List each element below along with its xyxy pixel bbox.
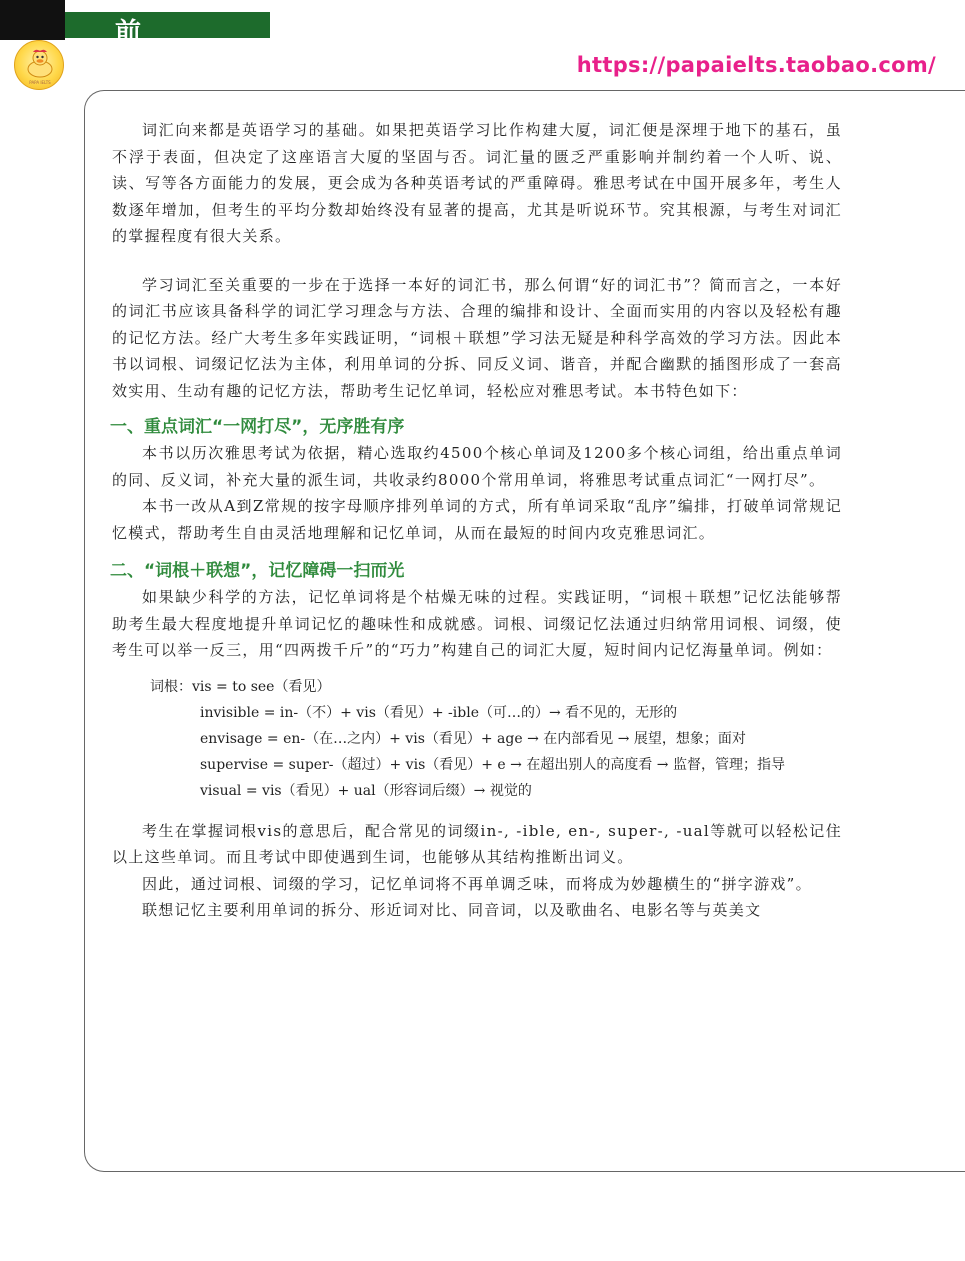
section-paragraph: 本书一改从A到Z常规的按字母顺序排列单词的方式，所有单词采取“乱序”编排，打破单词常规记忆模式，帮助考生自由灵活地理解和记忆单词，从而在最短的时间内攻克雅思词汇。	[112, 497, 842, 542]
example-word: visual = vis（看见）+ ual（形容词后缀）→ 视觉的	[200, 782, 532, 799]
section-heading: 一、重点词汇“一网打尽”，无序胜有序	[110, 417, 405, 437]
example-word: supervise = super-（超过）+ vis（看见）+ e → 在超出别人的高度看 → 监督，管理；指导	[200, 756, 785, 773]
section-paragraph: 如果缺少科学的方法，记忆单词将是个枯燥无味的过程。实践证明，“词根＋联想”记忆法能够帮助考生最大程度地提升单词记忆的趣味性和成就感。词根、词缀记忆法通过归纳常用词根、词缀，使考生可以举一反三，用“四两拨千斤”的“巧力”构建自己的词汇大厦，短时间内记忆海量单词。例如：	[112, 588, 842, 659]
duck-icon	[23, 47, 57, 79]
body-content	[112, 117, 842, 924]
section-paragraph: 考生在掌握词根vis的意思后，配合常见的词缀in-, -ible, en-, super-, -ual等就可以轻松记住以上这些单词。而且考试中即使遇到生词，也能够从其结构推断出词义。	[112, 821, 842, 866]
intro-paragraph: 词汇向来都是英语学习的基础。如果把英语学习比作构建大厦，词汇便是深埋于地下的基石，虽不浮于表面，但决定了这座语言大厦的坚固与否。词汇量的匮乏严重影响并制约着一个人听、说、读、写等各方面能力的发展，更会成为各种英语考试的严重障碍。雅思考试在中国开展多年，考生人数逐年增加，但考生的平均分数却始终没有显著的提高，尤其是听说环节。究其根源，与考生对词汇的掌握程度有很大关系。	[112, 121, 842, 245]
section-paragraph: 因此，通过词根、词缀的学习，记忆单词将不再单调乏味，而将成为妙趣横生的“拼字游戏”。	[142, 874, 812, 893]
section-paragraph: 联想记忆主要利用单词的拆分、形近词对比、同音词，以及歌曲名、电影名等与英美文	[142, 901, 762, 919]
example-block	[112, 674, 842, 804]
header-black-bar	[0, 0, 65, 40]
header-title-bar	[65, 12, 270, 78]
section-heading: 二、“词根＋联想”，记忆障碍一扫而光	[110, 561, 405, 581]
page-title: 前 言	[115, 18, 182, 78]
shop-url-link[interactable]: https://papaielts.taobao.com/	[576, 53, 936, 77]
example-word: invisible = in-（不）+ vis（看见）+ -ible（可…的）→ 看不见的，无形的	[200, 704, 678, 721]
example-root: 词根：vis = to see（看见）	[150, 678, 331, 695]
logo-text: PAPA IELTS	[29, 80, 51, 85]
section-paragraph: 本书以历次雅思考试为依据，精心选取约4500个核心单词及1200多个核心词组，给出重点单词的同、反义词，补充大量的派生词，共收录约8000个常用单词，将雅思考试重点词汇“一网打尽”。	[112, 444, 842, 489]
example-word: envisage = en-（在…之内）+ vis（看见）+ age → 在内部看见 → 展望，想象；面对	[200, 730, 746, 747]
duck-logo	[14, 40, 64, 90]
intro-paragraph: 学习词汇至关重要的一步在于选择一本好的词汇书，那么何谓“好的词汇书”？简而言之，一本好的词汇书应该具备科学的词汇学习理念与方法、合理的编排和设计、全面而实用的内容以及轻松有趣的记忆方法。经广大考生多年实践证明，“词根＋联想”学习法无疑是种科学高效的学习方法。因此本书以词根、词缀记忆法为主体，利用单词的分拆、同反义词、谐音，并配合幽默的插图形成了一套高效实用、生动有趣的记忆方法，帮助考生记忆单词，轻松应对雅思考试。本书特色如下：	[112, 275, 842, 400]
